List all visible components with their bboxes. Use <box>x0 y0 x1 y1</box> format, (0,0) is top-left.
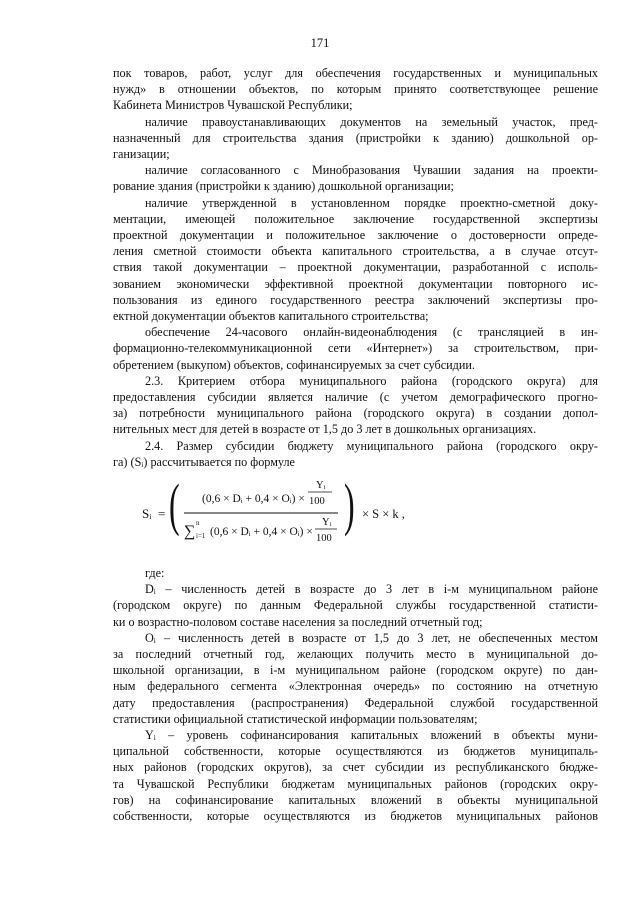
text-line: наличие согласованного с Минобразования Чувашии задания на проекти- <box>145 163 598 178</box>
text-line: рование здания (пристройки к зданию) дошкольной организации; <box>113 179 454 194</box>
text-line: ных районов (городских округов), за счет субсидии из республиканского бюдже- <box>113 760 598 775</box>
text-line: наличие правоустанавливающих документов на земельный участок, пред- <box>145 114 598 129</box>
text-line: нительных мест для детей в возрасте от 1,5 до 3 лет в дошкольных организациях. <box>113 422 537 437</box>
formula-sum-sign: ∑ <box>184 523 196 540</box>
formula-num-y: Yᵢ <box>316 480 326 491</box>
text-line: (городском округе) по данным Федеральной службы государственной статисти- <box>113 598 598 613</box>
text-line: за последний отчетный год, желающих получить место в муниципальной до- <box>113 647 598 662</box>
text-line: пользования из единого государственного реестра заключений экспертизы про- <box>113 292 598 307</box>
text-line: пок товаров, работ, услуг для обеспечения государственных и муниципальных <box>113 66 598 80</box>
text-line: обретением (выкупом) объектов, софинансируемых за счет субсидии. <box>113 357 475 372</box>
text-line: статистики официальной статистической информации пользователям; <box>113 711 478 726</box>
text-line: проектной документации и положительное заключение о достоверности опреде- <box>113 228 598 243</box>
text-block-upper <box>113 65 598 470</box>
text-line: га) (Sᵢ) рассчитывается по формуле <box>113 454 295 469</box>
text-line: ментации, имеющей положительное заключение государственной экспертизы <box>113 211 598 226</box>
text-line: 2.3. Критерием отбора муниципального района (городского округа) для <box>145 373 598 388</box>
text-line: та Чувашской Республики бюджетам муниципальных районов (городских окру- <box>113 776 598 791</box>
formula-num-100: 100 <box>309 496 325 507</box>
text-line: Yᵢ – уровень софинансирования капитальных вложений в объекты муни- <box>145 728 598 743</box>
text-line: Oᵢ – численность детей в возрасте от 1,5 до 3 лет, не обеспеченных местом <box>145 630 598 645</box>
subsidy-formula <box>140 478 430 550</box>
text-line: ципальной собственности, которые осуществляются из бюджетов муниципаль- <box>113 744 598 759</box>
formula-tail: × S × k , <box>362 507 405 521</box>
text-line: гов) на софинансирование капитальных вложений в объекты муниципальной <box>113 792 598 807</box>
text-line: ки о возрастно-половом составе населения за последний отчетный год; <box>113 614 483 629</box>
text-line: ным федерального сегмента «Электронная очередь» по состоянию на отчетную <box>113 679 598 694</box>
text-line: Dᵢ – численность детей в возрасте до 3 лет в i-м муниципальном районе <box>145 582 598 597</box>
text-line: за) потребности муниципального района (городского округа) в создании допол- <box>113 406 598 421</box>
text-line: собственности, которые осуществляются из бюджетов муниципальных районов <box>113 809 598 824</box>
text-line: ления сметной стоимости объекта капитального строительства, а в случае отсут- <box>113 244 598 259</box>
formula-sum-lower: i=1 <box>196 532 206 540</box>
text-line: ганизации; <box>113 147 170 162</box>
text-line: Кабинета Министров Чувашской Республики; <box>113 98 353 113</box>
text-line: 2.4. Размер субсидии бюджету муниципального района (городского окру- <box>145 438 598 453</box>
formula-lhs: Sᵢ <box>142 506 152 521</box>
formula-den-y: Yᵢ <box>322 517 332 528</box>
text-line: ствия такой документации – проектной документации, разработанной с исполь- <box>113 260 598 275</box>
formula-paren-left: ( <box>168 478 180 538</box>
formula-sum-upper: n <box>196 519 200 527</box>
text-line: обеспечение 24-часового онлайн-видеонаблюдения (с трансляцией в ин- <box>145 325 598 340</box>
page-number: 171 <box>310 36 330 50</box>
text-line: дату предоставления (распространения) Федеральной службой государственной <box>113 695 598 710</box>
formula-equals: = <box>158 506 166 521</box>
formula-denominator: (0,6 × Dᵢ + 0,4 × Oᵢ) × <box>210 526 313 538</box>
text-line: наличие утвержденной в установленном порядке проектно-сметной доку- <box>145 195 598 210</box>
text-line: назначенный для строительства здания (пристройки к зданию) дошкольной ор- <box>113 130 598 145</box>
formula-paren-right: ) <box>344 478 355 538</box>
text-line: школьной организации, в i-м муниципальном районе (городском округе) по дан- <box>113 663 598 678</box>
text-line: зованием экономически эффективной проектной документации повторного ис- <box>113 276 598 291</box>
text-line: где: <box>145 566 165 580</box>
text-block-lower <box>113 565 598 824</box>
formula-den-100: 100 <box>316 533 332 544</box>
text-line: ектной документации объектов капитального строительства; <box>113 309 429 324</box>
text-line: предоставления субсидии является наличие (с учетом демографического прогно- <box>113 390 598 405</box>
text-line: нужд» в отношении объектов, по которым принято соответствующее решение <box>113 82 598 97</box>
formula-numerator: (0,6 × Dᵢ + 0,4 × Oᵢ) × <box>202 493 305 505</box>
text-line: формационно-телекоммуникационной сети «Интернет») за строительством, при- <box>113 341 598 356</box>
